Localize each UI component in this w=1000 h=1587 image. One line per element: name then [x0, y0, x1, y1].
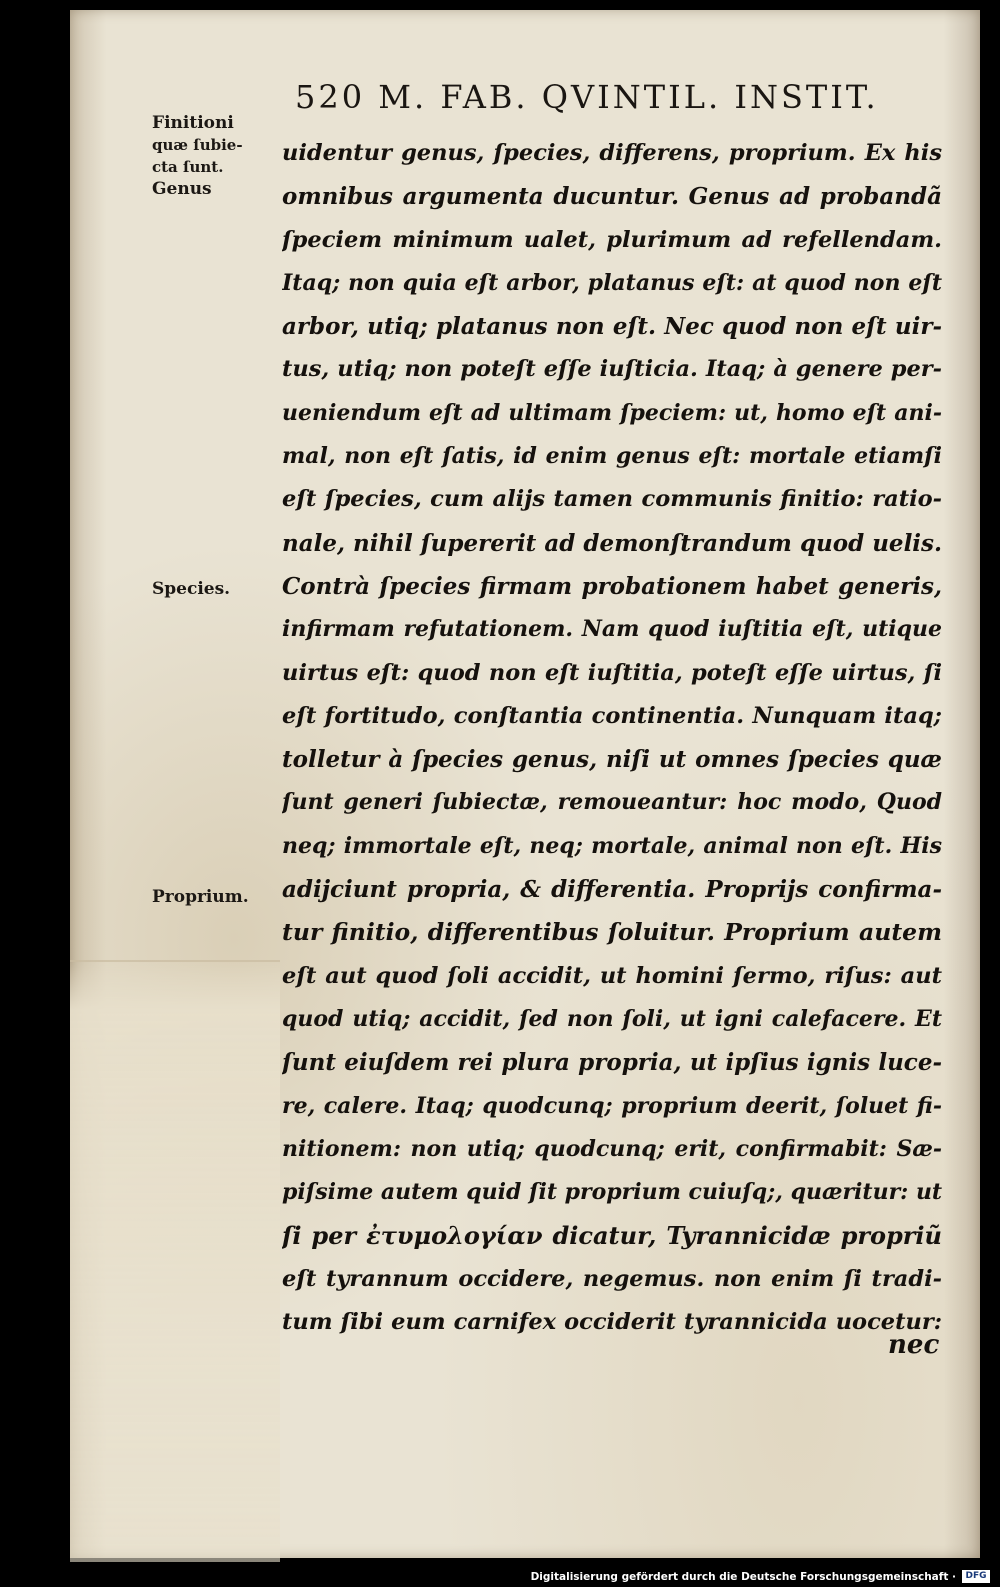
- text-line: ſpeciem minimum ualet, plurimum ad refellendam.: [282, 226, 942, 253]
- text-line: uirtus eſt: quod non eſt iuſtitia, poteſt eſſe uirtus, ſi: [282, 659, 942, 686]
- text-line: infirmam refutationem. Nam quod iuſtitia eſt, utique: [282, 616, 942, 643]
- text-line: uidentur genus, ſpecies, differens, proprium. Ex his: [282, 140, 942, 166]
- text-line: Contrà ſpecies firmam probationem habet generis,: [282, 572, 942, 600]
- running-head: 520 M. FAB. QVINTIL. INSTIT.: [295, 78, 879, 116]
- margin-note-line: Genus: [152, 179, 212, 199]
- body-text: [282, 132, 942, 1344]
- text-line: re, calere. Itaq; quodcunq; proprium deerit, ſoluet fi-: [282, 1092, 942, 1119]
- text-line: tum ſibi eum carnifex occiderit tyrannicida uocetur:: [282, 1309, 942, 1336]
- text-line: neq; immortale eſt, neq; mortale, animal non eſt. His: [282, 832, 942, 859]
- text-line: tur finitio, differentibus ſoluitur. Proprium autem: [282, 918, 942, 947]
- text-line: piſsime autem quid ſit proprium cuiuſq;, quæritur: ut: [282, 1179, 942, 1206]
- margin-note-line: Finitioni: [152, 113, 234, 133]
- text-line: mal, non eſt ſatis, id enim genus eſt: mortale etiamſi: [282, 443, 942, 470]
- digitization-credit: Digitalisierung gefördert durch die Deutsche Forschungsgemeinschaft ·: [530, 1571, 956, 1583]
- text-line: arbor, utiq; platanus non eſt. Nec quod non eſt uir-: [282, 313, 942, 341]
- text-line: ueniendum eſt ad ultimam ſpeciem: ut, homo eſt ani-: [282, 399, 942, 426]
- text-line: ſunt eiuſdem rei plura propria, ut ipſius ignis luce-: [282, 1049, 942, 1077]
- text-line: tolletur à ſpecies genus, niſi ut omnes ſpecies quæ: [282, 746, 942, 774]
- text-line: nale, nihil ſupererit ad demonſtrandum quod uelis.: [282, 529, 942, 557]
- text-line: eſt fortitudo, conſtantia continentia. Nunquam itaq;: [282, 702, 942, 729]
- text-line: eſt aut quod ſoli accidit, ut homini ſermo, riſus: aut: [282, 962, 942, 989]
- margin-note-species: Species.: [152, 579, 231, 599]
- catchword: nec: [888, 1330, 940, 1360]
- text-line: nitionem: non utiq; quodcunq; erit, confirmabit: Sæ-: [282, 1135, 942, 1162]
- text-line: ſunt generi ſubiectæ, remoueantur: hoc modo, Quod: [282, 789, 942, 816]
- text-line: quod utiq; accidit, ſed non ſoli, ut igni calefacere. Et: [282, 1005, 942, 1032]
- text-line: omnibus argumenta ducuntur. Genus ad probandã: [282, 183, 942, 211]
- water-stain: [70, 960, 280, 1562]
- text-line: eſt tyrannum occidere, negemus. non enim ſi tradi-: [282, 1265, 942, 1292]
- margin-note-line: quæ ſubie-: [152, 136, 243, 154]
- margin-note-finitioni: [152, 112, 243, 200]
- dfg-logo: DFG: [962, 1570, 990, 1583]
- text-line: Itaq; non quia eſt arbor, platanus eſt: at quod non eſt: [282, 269, 942, 296]
- text-line: ſi per ἐτυμολογίαν dicatur, Tyrannicidæ propriũ: [282, 1221, 942, 1251]
- margin-note-line: cta ſunt.: [152, 158, 224, 176]
- margin-note-proprium: Proprium.: [152, 887, 249, 907]
- text-line: tus, utiq; non poteſt eſſe iuſticia. Itaq; à genere per-: [282, 356, 942, 383]
- text-line: adijciunt propria, & differentia. Proprijs confirma-: [282, 876, 942, 904]
- text-line: eſt ſpecies, cum alijs tamen communis finitio: ratio-: [282, 486, 942, 513]
